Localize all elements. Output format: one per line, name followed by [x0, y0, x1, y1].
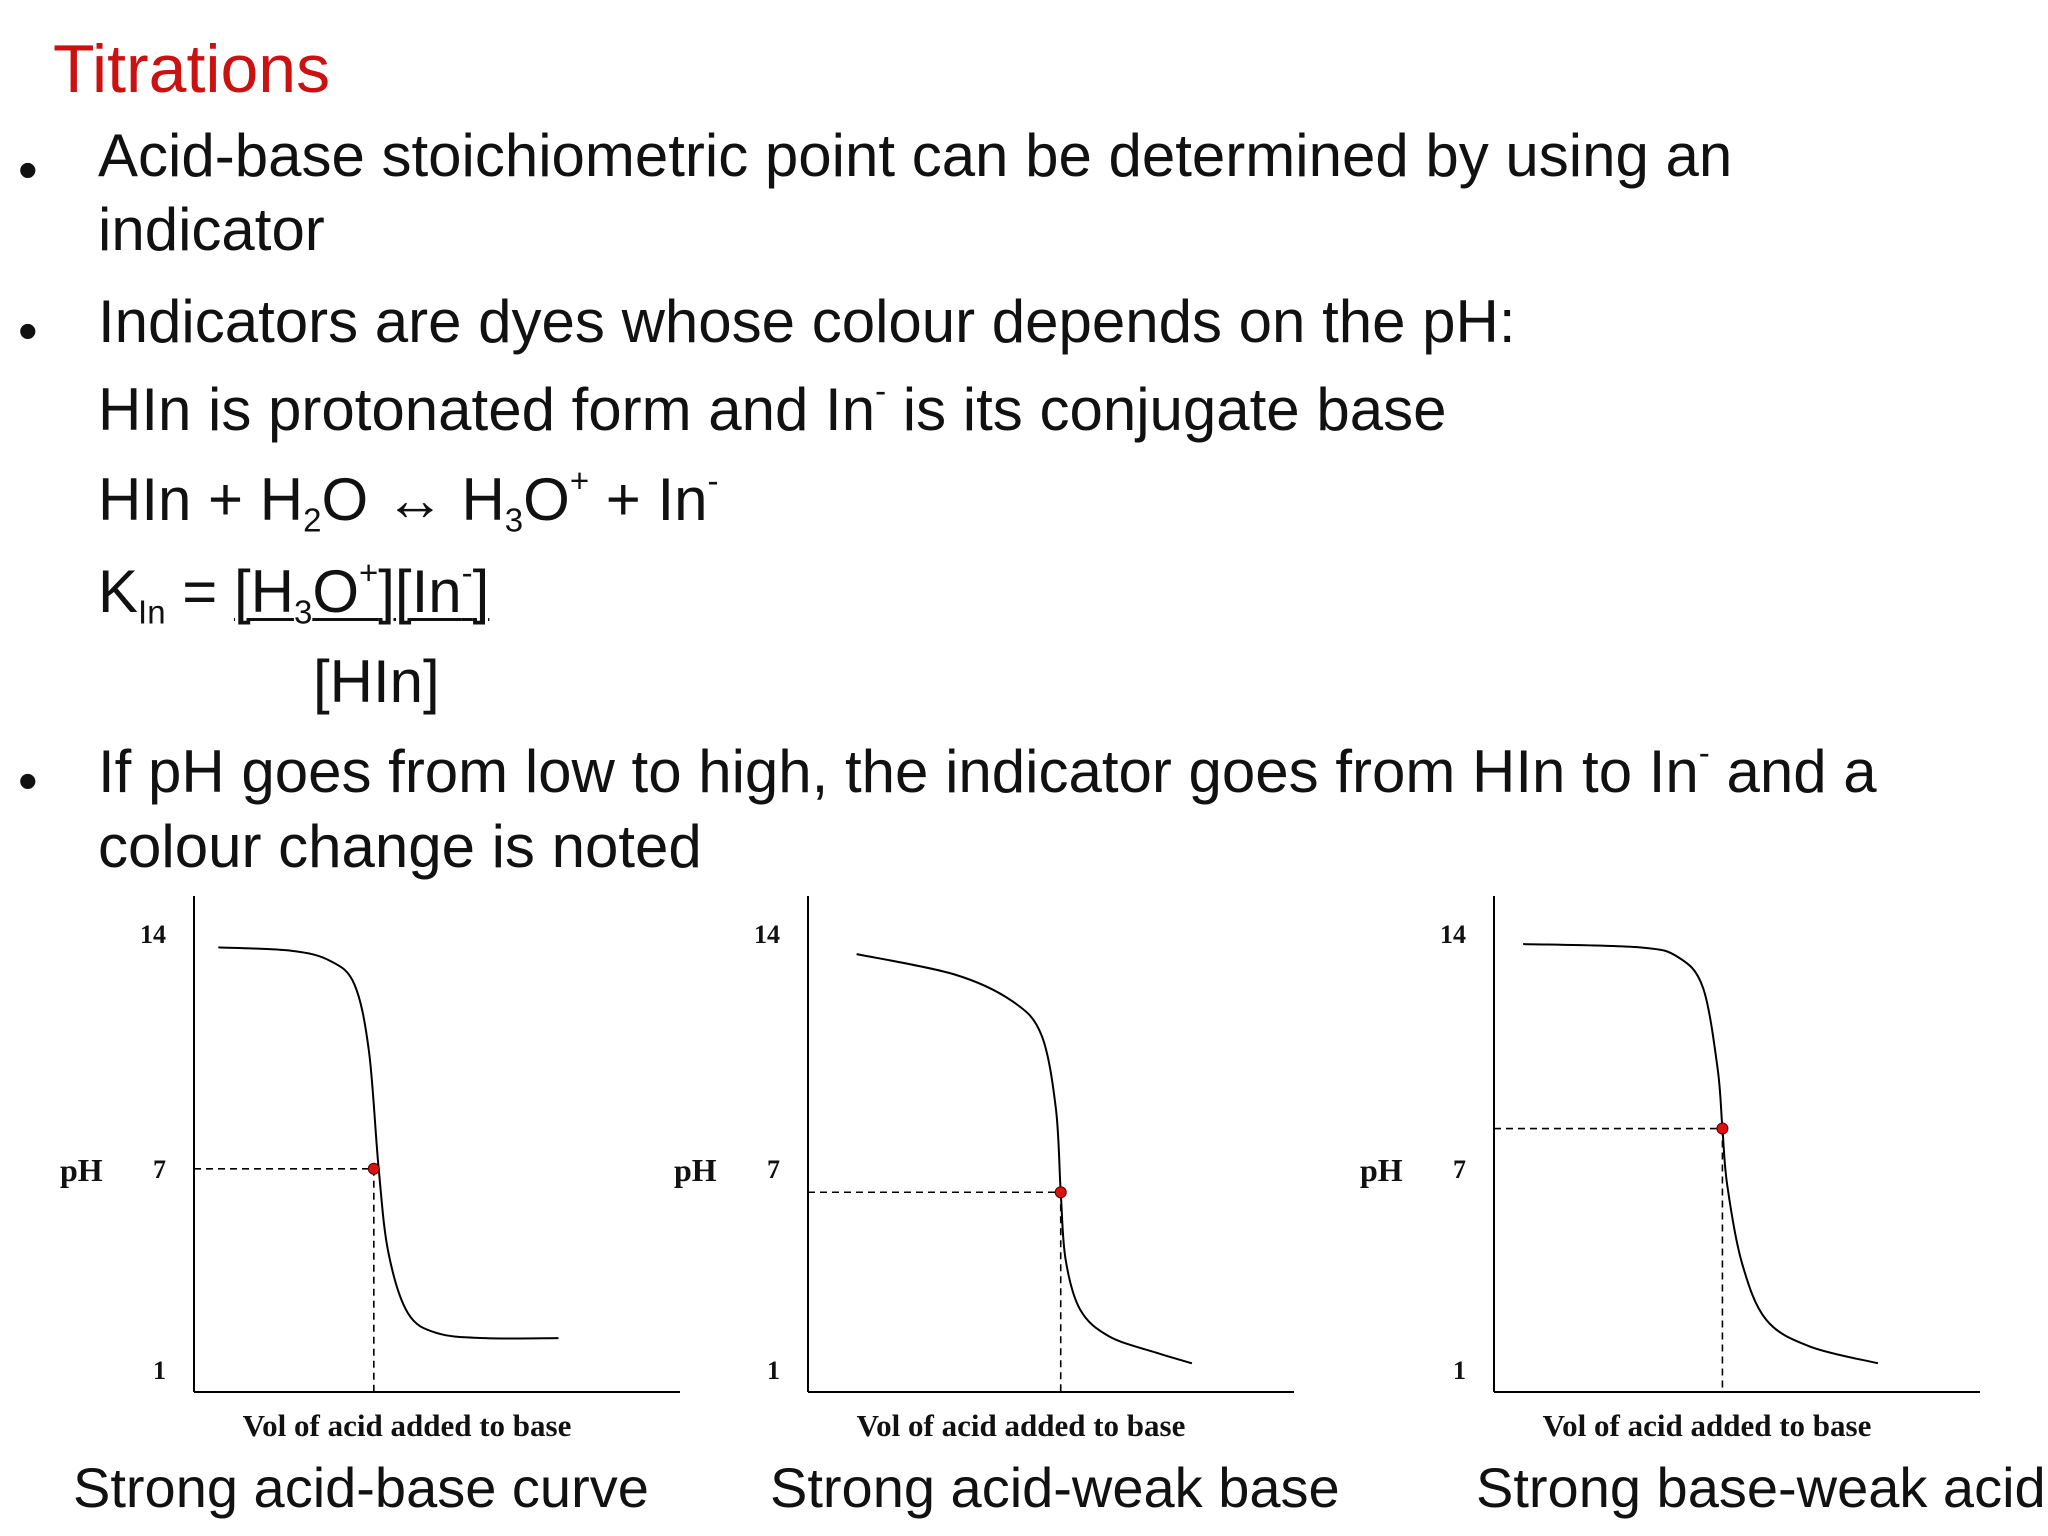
equivalence-point: [368, 1163, 379, 1174]
chart-strong-acid-weak-base: [664, 890, 1304, 1450]
kin-numerator: $[H_3O^+][In^-]$: [233, 553, 490, 631]
kin-expression: $K_{In} = [H_3O^+][In^-]$: [98, 553, 490, 631]
bullet-3-line-1: If pH goes from low to high, the indicator goes from HIn to In- and a: [98, 733, 1877, 805]
titration-curve: [857, 954, 1192, 1363]
y-axis-label: pH: [1360, 1151, 1403, 1188]
x-axis-label: Vol of acid added to base: [856, 1408, 1186, 1443]
bullet-1: •: [18, 138, 38, 201]
bullet-1-line-2: indicator: [98, 196, 325, 263]
conjugate-base-text: HIn is protonated form and In- is its conjugate base: [98, 371, 1447, 443]
y-tick-label-14: 14: [754, 920, 780, 949]
y-tick-label-1: 1: [153, 1356, 166, 1385]
chart-strong-base-weak-acid: [1350, 890, 1990, 1450]
bullet-1-line-1: Acid-base stoichiometric point can be determined by using an: [98, 122, 1733, 189]
bullet-3-line-2: colour change is noted: [98, 813, 702, 880]
bullet-3: •: [18, 749, 38, 812]
bullet-2: •: [18, 299, 38, 362]
y-tick-label-7: 7: [1453, 1154, 1466, 1184]
x-axis-label: Vol of acid added to base: [242, 1408, 572, 1443]
slide-title: Titrations: [53, 31, 331, 107]
x-axis-label: Vol of acid added to base: [1542, 1408, 1872, 1443]
caption-strong-acid-base: Strong acid-base curve: [73, 1456, 649, 1519]
caption-strong-acid-weak-base: Strong acid-weak base: [770, 1456, 1340, 1519]
titration-curve: [1523, 944, 1878, 1363]
y-tick-label-1: 1: [767, 1356, 780, 1385]
caption-strong-base-weak-acid: Strong base-weak acid: [1476, 1456, 2046, 1519]
y-axis-label: pH: [60, 1151, 103, 1188]
titration-curve: [218, 947, 558, 1338]
y-tick-label-14: 14: [140, 920, 166, 949]
y-tick-label-14: 14: [1440, 920, 1466, 949]
equilibrium-equation: HIn + $H_2O$ ↔ $H_3O^+ + In^-$: [98, 461, 719, 539]
y-tick-label-1: 1: [1453, 1356, 1466, 1385]
equivalence-point: [1055, 1187, 1066, 1198]
equivalence-point: [1717, 1123, 1728, 1134]
kin-denominator: [HIn]: [313, 648, 440, 715]
chart-strong-acid-base: [50, 890, 690, 1450]
y-tick-label-7: 7: [767, 1154, 780, 1184]
y-axis-label: pH: [674, 1151, 717, 1188]
y-tick-label-7: 7: [153, 1154, 166, 1184]
bullet-2-line-1: Indicators are dyes whose colour depends on the pH:: [98, 288, 1516, 355]
